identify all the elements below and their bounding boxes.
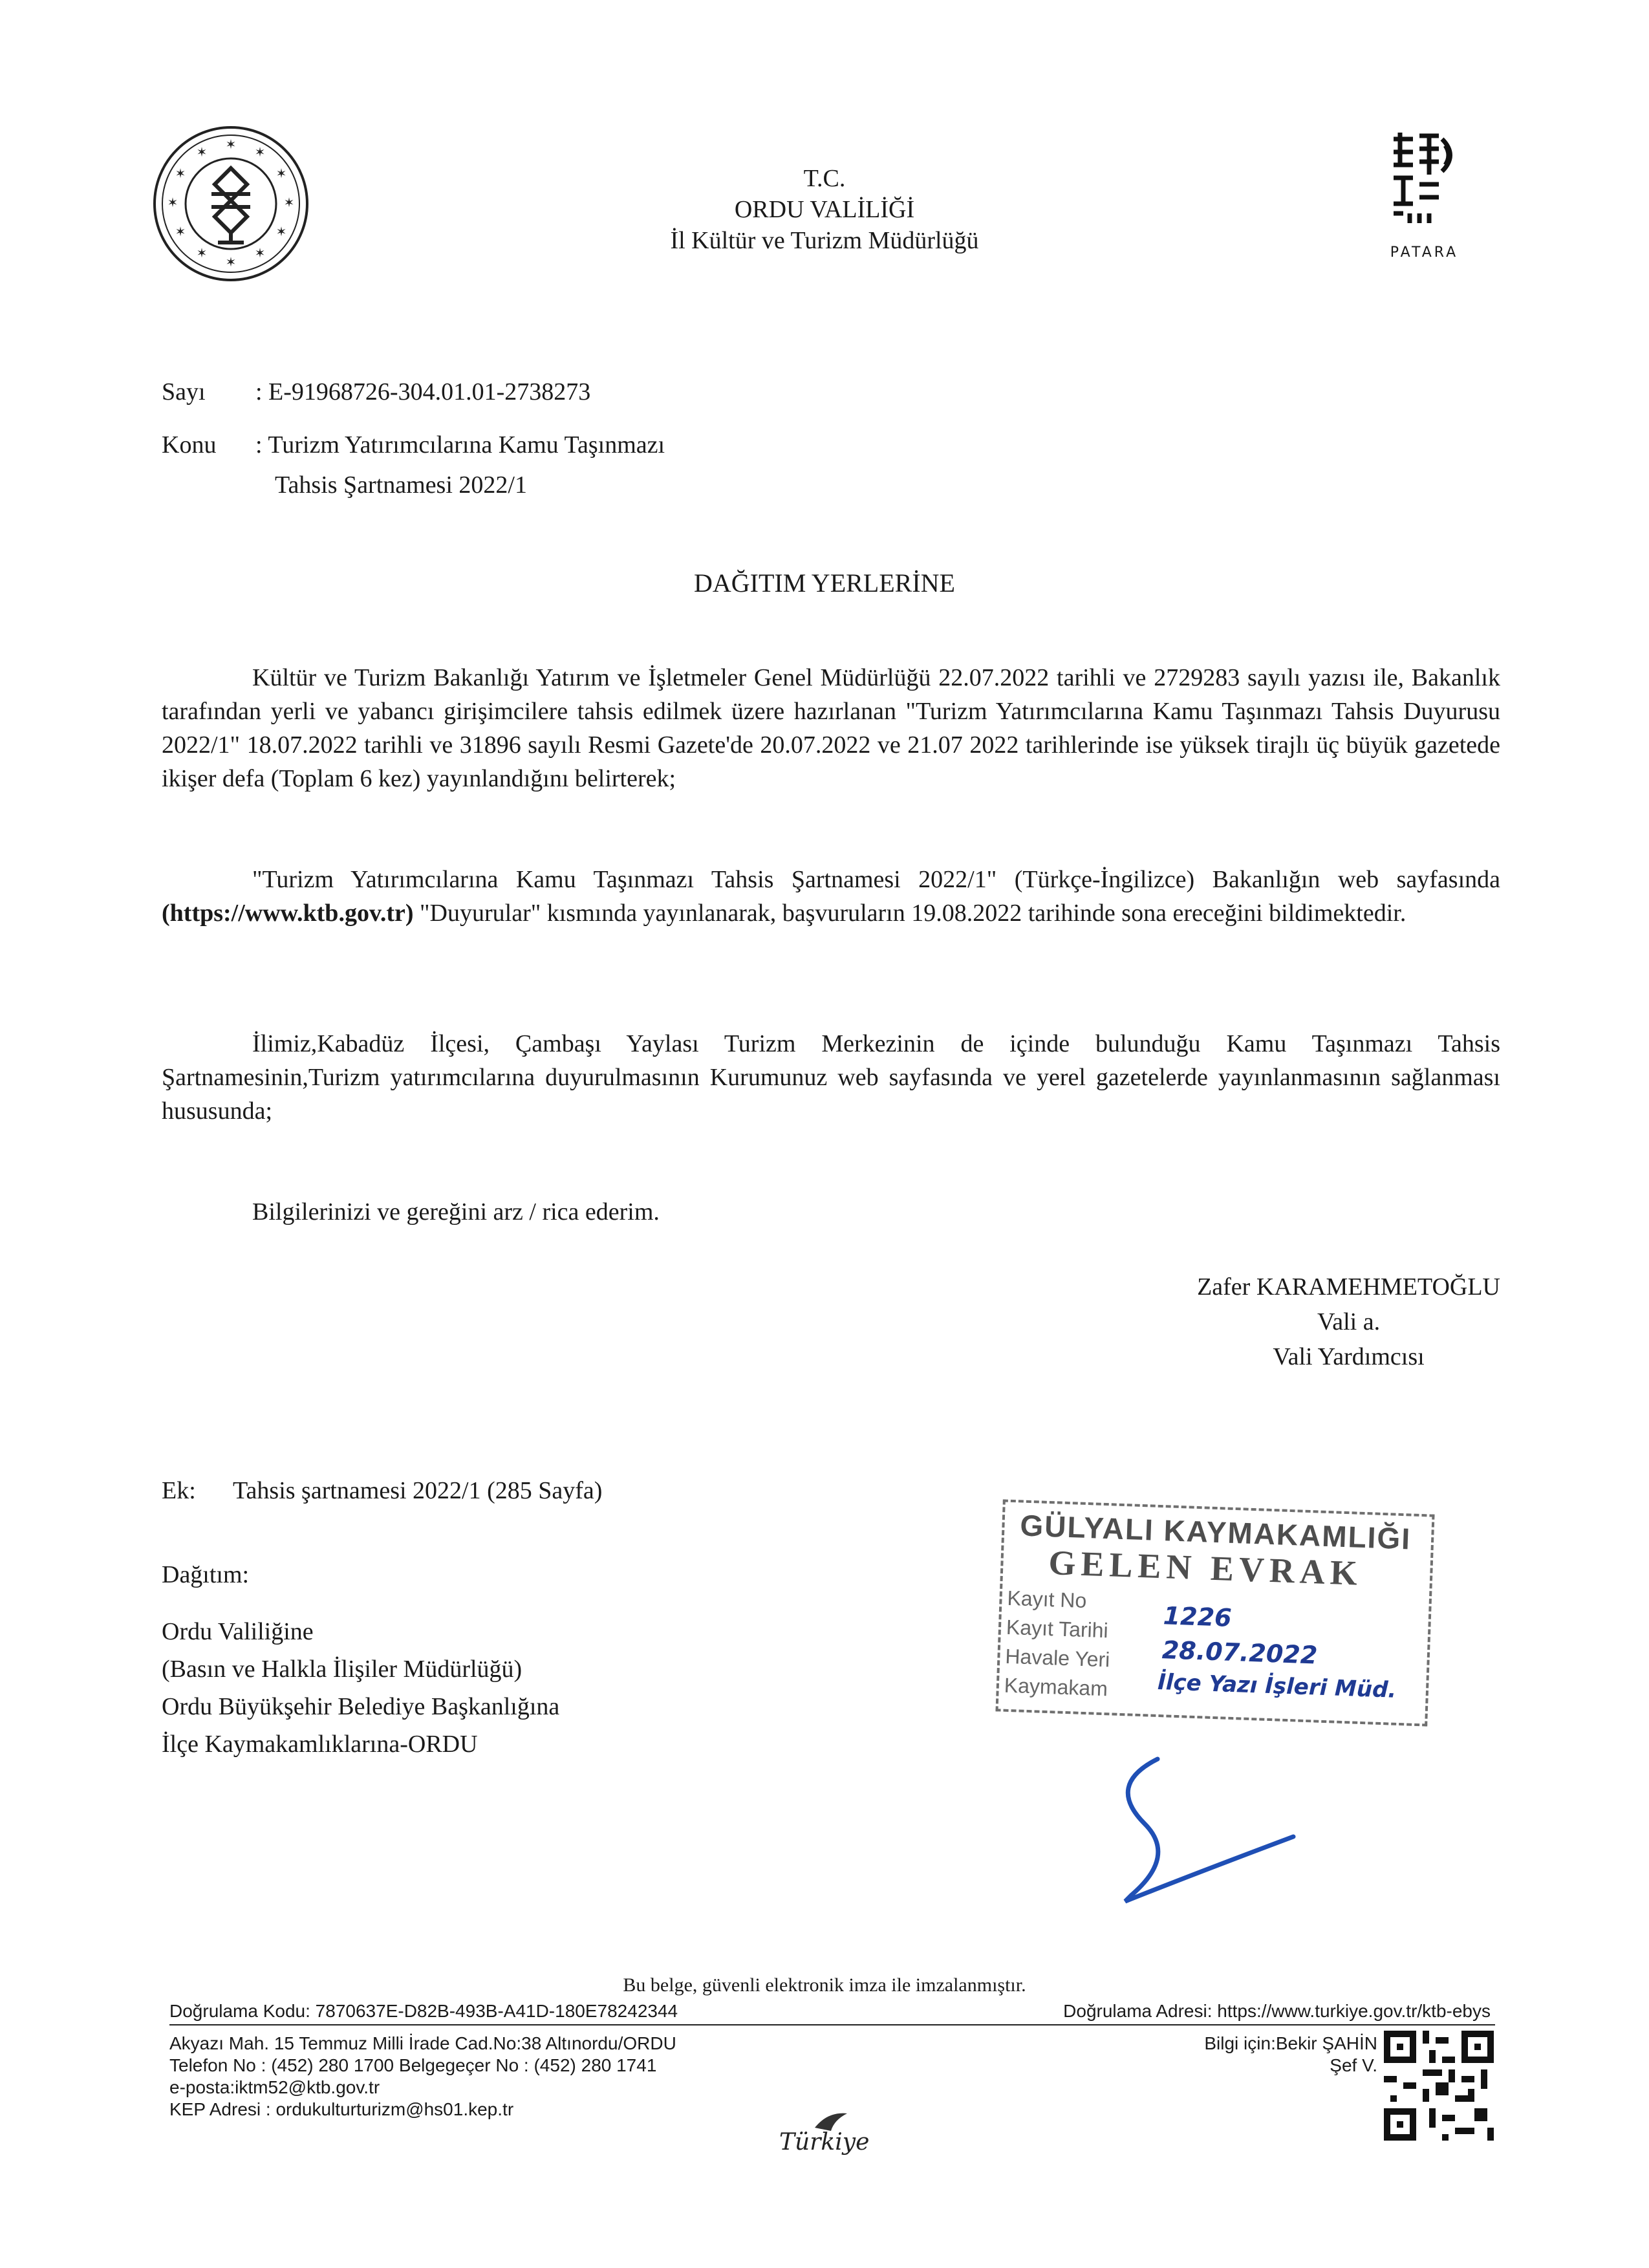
stamp-havale-value: İlçe Yazı İşleri Müd. [1157, 1669, 1397, 1703]
qr-code[interactable] [1384, 2031, 1494, 2141]
body-paragraph-4 [162, 1195, 1500, 1229]
body-paragraph-3-text: İlimiz,Kabadüz İlçesi, Çambaşı Yaylası Turizm Merkezinin de içinde bulunduğu Kamu Taşınmazı Tahsis Şartnamesinin,Turizm yatırımcılarına duyurulmasının Kurumunuz web sayfasında ve yerel gazetelerde yayınlanmasının sağlanması hususunda; [162, 1030, 1500, 1125]
svg-text:✶: ✶ [167, 195, 178, 210]
body-paragraph-2-text-a: "Turizm Yatırımcılarına Kamu Taşınmazı Tahsis Şartnamesi 2022/1" (Türkçe-İngilizce) Bakanlığın web sayfasında [252, 866, 1500, 893]
recipient-heading: DAĞITIM YERLERİNE [693, 568, 955, 598]
svg-text:✶: ✶ [254, 245, 266, 261]
footer-email[interactable]: e-posta:iktm52@ktb.gov.tr [169, 2077, 380, 2097]
attachment-label: Ek: [162, 1477, 196, 1504]
svg-text:✶: ✶ [175, 166, 186, 181]
attachment-value: Tahsis şartnamesi 2022/1 (285 Sayfa) [233, 1477, 603, 1504]
info-contact-title: Şef V. [1330, 2055, 1377, 2075]
signer-name: Zafer KARAMEHMETOĞLU [1197, 1273, 1500, 1301]
header-department: İl Kültür ve Turizm Müdürlüğü [670, 227, 979, 254]
svg-text:✶: ✶ [175, 224, 186, 239]
stamp-kaymakam-label: Kaymakam [1004, 1673, 1108, 1701]
header-institution: ORDU VALİLİĞİ [734, 196, 915, 223]
handwritten-signature [1086, 1746, 1319, 1914]
esign-note: Bu belge, güvenli elektronik imza ile imzalanmıştır. [623, 1974, 1026, 1996]
konu-label: Konu [162, 431, 217, 459]
info-contact: Bilgi için:Bekir ŞAHİN [1204, 2033, 1377, 2053]
stamp-kayit-tarihi-value: 28.07.2022 [1161, 1636, 1318, 1670]
patara-logo-label: PATARA [1390, 244, 1459, 261]
stamp-kayit-no-value: 1226 [1163, 1601, 1233, 1632]
body-paragraph-4-text: Bilgilerinizi ve gereğini arz / rica ederim. [252, 1198, 660, 1226]
body-paragraph-1-text: Kültür ve Turizm Bakanlığı Yatırım ve İşletmeler Genel Müdürlüğü 22.07.2022 tarihli ve 2729283 sayılı yazısı ile, Bakanlık tarafından yerli ve yabancı girişimcilere tahsis edilmek üzere hazırlanan "Turizm Yatırımcılarına Kamu Taşınmazı Tahsis Duyurusu 2022/1" 18.07.2022 tarihli ve 31896 sayılı Resmi Gazete'de 20.07.2022 ve 21.07 2022 tarihlerinde ise yüksek tirajlı üç büyük gazetede ikişer defa (Toplam 6 kez) yayınlandığını belirterek; [162, 664, 1500, 792]
ministry-website-link[interactable]: (https://www.ktb.gov.tr) [162, 900, 414, 927]
svg-text:✶: ✶ [275, 166, 287, 181]
body-paragraph-2 [162, 863, 1500, 930]
svg-text:✶: ✶ [196, 144, 208, 160]
svg-text:✶: ✶ [283, 195, 295, 210]
footer-address: Akyazı Mah. 15 Temmuz Milli İrade Cad.No:38 Altınordu/ORDU [169, 2033, 676, 2053]
incoming-document-stamp [995, 1499, 1434, 1726]
svg-text:✶: ✶ [254, 144, 266, 160]
sayi-label: Sayı [162, 378, 206, 405]
sayi-value: : E-91968726-304.01.01-2738273 [255, 378, 591, 405]
verification-address[interactable]: Doğrulama Adresi: https://www.turkiye.gov.tr/ktb-ebys [1063, 2001, 1491, 2021]
svg-text:✶: ✶ [225, 254, 237, 270]
footer-kep[interactable]: KEP Adresi : ordukulturturizm@hs01.kep.tr [169, 2099, 514, 2119]
signer-title-1: Vali a. [1317, 1308, 1381, 1335]
konu-value-line1: : Turizm Yatırımcılarına Kamu Taşınmazı [255, 431, 665, 459]
verification-code: Doğrulama Kodu: 7870637E-D82B-493B-A41D-180E78242344 [169, 2001, 678, 2021]
distribution-item: İlçe Kaymakamlıklarına-ORDU [162, 1731, 478, 1758]
konu-value-line2: Tahsis Şartnamesi 2022/1 [275, 471, 527, 499]
stamp-kayit-no-label: Kayıt No [1006, 1586, 1087, 1613]
turkiye-brand-text: Türkiye [779, 2129, 870, 2155]
distribution-list [162, 1556, 559, 1763]
signature-block [1197, 1271, 1500, 1372]
stamp-title: GELEN EVRAK [1048, 1542, 1363, 1593]
distribution-item: Ordu Valiliğine [162, 1618, 314, 1645]
stamp-kayit-tarihi-label: Kayıt Tarihi [1006, 1615, 1109, 1643]
footer-phone: Telefon No : (452) 280 1700 Belgegeçer No : (452) 280 1741 [169, 2055, 657, 2075]
svg-text:✶: ✶ [275, 224, 287, 239]
svg-text:✶: ✶ [196, 245, 208, 261]
distribution-item: Ordu Büyükşehir Belediye Başkanlığına [162, 1693, 560, 1720]
distribution-item: (Basın ve Halkla İlişiler Müdürlüğü) [162, 1656, 523, 1683]
patara-logo [1387, 126, 1461, 239]
stamp-havale-label: Havale Yeri [1004, 1644, 1110, 1672]
stamp-office: GÜLYALI KAYMAKAMLIĞI [1019, 1508, 1412, 1556]
body-paragraph-2-text-b: "Duyurular" kısmında yayınlanarak, başvuruların 19.08.2022 tarihinde sona ereceğini bildimektedir. [413, 900, 1406, 927]
header-tc: T.C. [803, 165, 846, 192]
svg-text:✶: ✶ [225, 136, 237, 152]
footer-divider [169, 2024, 1495, 2025]
body-paragraph-1 [162, 661, 1500, 795]
signer-title-2: Vali Yardımcısı [1273, 1343, 1425, 1370]
body-paragraph-3 [162, 1027, 1500, 1128]
distribution-label: Dağıtım: [162, 1561, 250, 1588]
turkiye-brand-logo [773, 2115, 896, 2160]
